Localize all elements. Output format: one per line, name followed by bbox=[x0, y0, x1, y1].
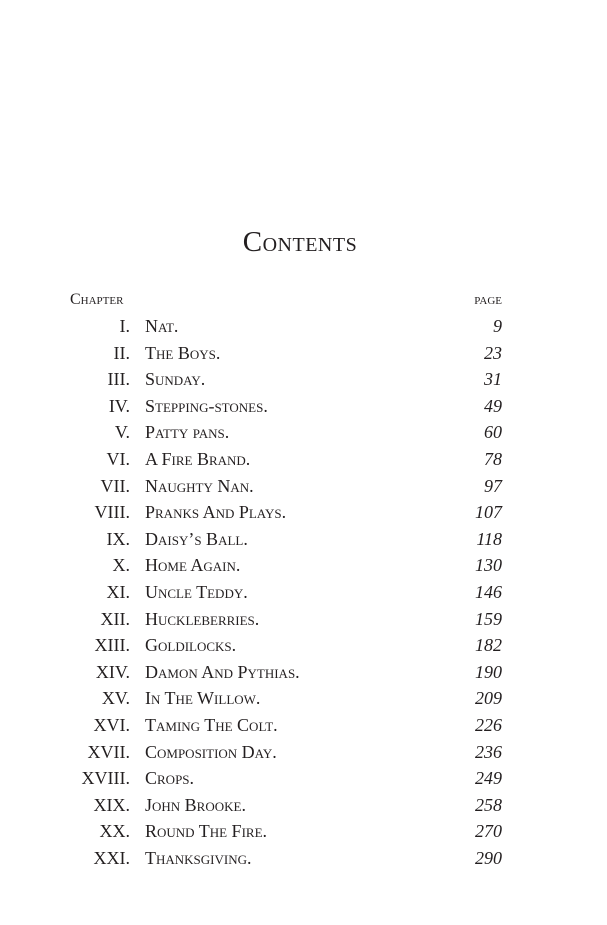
chapter-number: XIII. bbox=[94, 635, 130, 656]
page-number: 290 bbox=[475, 847, 502, 868]
toc-entry bbox=[0, 712, 607, 739]
chapter-number: VIII. bbox=[94, 502, 130, 523]
chapter-title: Damon And Pythias. bbox=[145, 661, 300, 682]
page-number: 209 bbox=[475, 688, 502, 709]
chapter-title: Pranks And Plays. bbox=[145, 502, 287, 523]
chapter-number: X. bbox=[112, 555, 130, 576]
chapter-title: Daisy’s Ball. bbox=[145, 528, 248, 549]
chapter-title: Huckleberries. bbox=[145, 608, 260, 629]
page-number: 130 bbox=[475, 555, 502, 576]
chapter-number: XIV. bbox=[95, 661, 130, 682]
chapter-title: A Fire Brand. bbox=[145, 448, 251, 469]
toc-entry bbox=[0, 739, 607, 766]
page-number: 31 bbox=[484, 369, 502, 390]
chapter-number: II. bbox=[113, 342, 130, 363]
page-number: 258 bbox=[475, 794, 502, 815]
chapter-number: XI. bbox=[106, 581, 130, 602]
chapter-number: XXI. bbox=[93, 847, 130, 868]
chapter-number: III. bbox=[107, 369, 130, 390]
page-number: 190 bbox=[475, 661, 502, 682]
chapter-title: The Boys. bbox=[145, 342, 221, 363]
chapter-number: V. bbox=[114, 422, 130, 443]
chapter-number: VII. bbox=[100, 475, 130, 496]
chapter-title: Composition Day. bbox=[145, 741, 277, 762]
page-number: 78 bbox=[484, 448, 502, 469]
page-number: 270 bbox=[475, 821, 502, 842]
page-number: 97 bbox=[484, 475, 502, 496]
toc-entry bbox=[0, 659, 607, 686]
toc-entry bbox=[0, 845, 607, 872]
page-number: 23 bbox=[484, 342, 502, 363]
chapter-number: VI. bbox=[106, 448, 130, 469]
chapter-number: XVIII. bbox=[81, 768, 130, 789]
chapter-number: XVII. bbox=[87, 741, 130, 762]
page-number: 49 bbox=[484, 395, 502, 416]
chapter-number: XIX. bbox=[93, 794, 130, 815]
toc-entry bbox=[0, 792, 607, 819]
page-number: 226 bbox=[475, 714, 502, 735]
chapter-number: XVI. bbox=[93, 714, 130, 735]
chapter-title: Sunday. bbox=[145, 369, 206, 390]
toc-entry bbox=[0, 393, 607, 420]
chapter-title: Round The Fire. bbox=[145, 821, 268, 842]
toc-entry bbox=[0, 446, 607, 473]
chapter-title: John Brooke. bbox=[145, 794, 246, 815]
toc-entry bbox=[0, 526, 607, 553]
chapter-number: XV. bbox=[101, 688, 130, 709]
chapter-title: Thanksgiving. bbox=[145, 847, 252, 868]
toc-entry bbox=[0, 606, 607, 633]
page-column-label: page bbox=[474, 291, 502, 308]
toc-entry bbox=[0, 340, 607, 367]
toc-entry bbox=[0, 419, 607, 446]
toc-entry bbox=[0, 313, 607, 340]
chapter-number: XII. bbox=[100, 608, 130, 629]
toc-entry bbox=[0, 366, 607, 393]
chapter-number: IX. bbox=[106, 528, 130, 549]
page-number: 60 bbox=[484, 422, 502, 443]
toc-entry bbox=[0, 685, 607, 712]
chapter-title: In The Willow. bbox=[145, 688, 261, 709]
toc-entry bbox=[0, 632, 607, 659]
page-number: 182 bbox=[475, 635, 502, 656]
toc-list bbox=[0, 313, 607, 871]
chapter-title: Goldilocks. bbox=[145, 635, 237, 656]
chapter-title: Patty pans. bbox=[145, 422, 230, 443]
page-number: 118 bbox=[476, 528, 502, 549]
page-title: Contents bbox=[242, 226, 358, 258]
toc-entry bbox=[0, 579, 607, 606]
toc-entry bbox=[0, 499, 607, 526]
page-number: 9 bbox=[493, 316, 502, 336]
chapter-number: IV. bbox=[108, 395, 130, 416]
toc-entry bbox=[0, 818, 607, 845]
toc-entry bbox=[0, 765, 607, 792]
chapter-number: XX. bbox=[99, 821, 130, 842]
chapter-column-label: Chapter bbox=[70, 291, 124, 308]
chapter-title: Naughty Nan. bbox=[145, 475, 254, 496]
page-number: 249 bbox=[475, 768, 502, 789]
chapter-title: Home Again. bbox=[145, 555, 241, 576]
toc-header bbox=[70, 291, 502, 311]
page-number: 236 bbox=[475, 741, 502, 762]
page-number: 107 bbox=[475, 502, 502, 523]
chapter-number: I. bbox=[119, 316, 130, 336]
chapter-title: Crops. bbox=[145, 768, 195, 789]
chapter-title: Nat. bbox=[145, 316, 179, 336]
chapter-title: Stepping-stones. bbox=[145, 395, 268, 416]
page-number: 159 bbox=[475, 608, 502, 629]
chapter-title: Uncle Teddy. bbox=[145, 581, 248, 602]
page-number: 146 bbox=[475, 581, 502, 602]
toc-entry bbox=[0, 473, 607, 500]
toc-entry bbox=[0, 552, 607, 579]
chapter-title: Taming The Colt. bbox=[145, 714, 278, 735]
